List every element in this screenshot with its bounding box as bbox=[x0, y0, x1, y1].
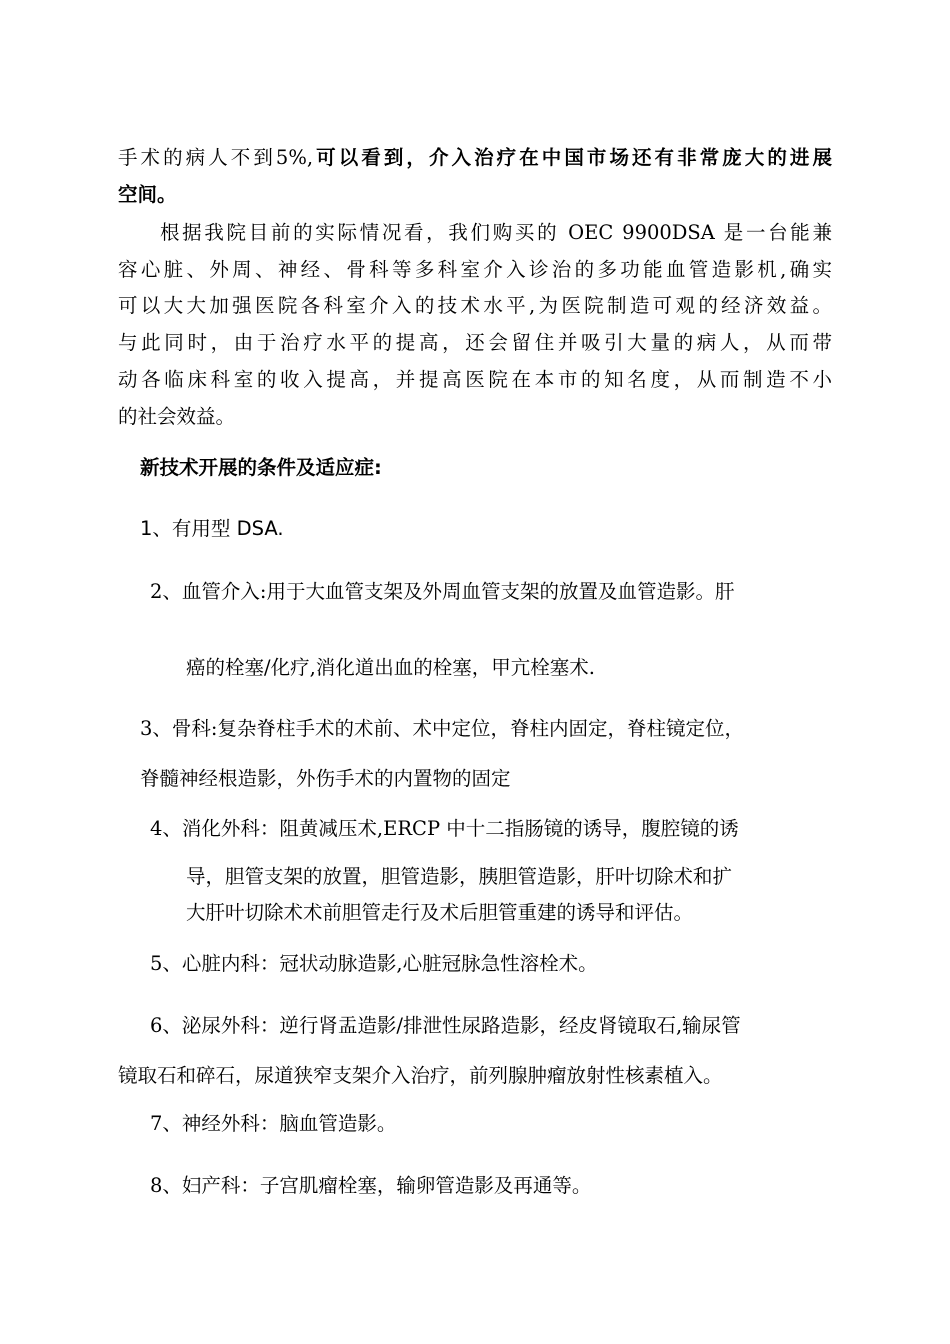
body-paragraph-line: 根据我院目前的实际情况看，我们购买的 OEC 9900DSA 是一台能兼 bbox=[160, 221, 832, 244]
body-paragraph-line: 与此同时，由于治疗水平的提高，还会留住并吸引大量的病人，从而带 bbox=[118, 331, 832, 354]
intro-line-1 bbox=[118, 143, 832, 173]
body-paragraph-line: 动各临床科室的收入提高，并提高医院在本市的知名度，从而制造不小 bbox=[118, 368, 832, 391]
intro-emphasis: 可以看到，介入治疗在中国市场还有非常庞大的进展 bbox=[313, 146, 832, 169]
list-item-7: 7、神经外科：脑血管造影。 bbox=[150, 1112, 397, 1135]
intro-text: 手术的病人不到5%, bbox=[118, 146, 314, 169]
list-item-4-cont: 导，胆管支架的放置，胆管造影，胰胆管造影，肝叶切除术和扩 bbox=[186, 865, 733, 888]
body-paragraph-line: 容心脏、外周、神经、骨科等多科室介入诊治的多功能血管造影机,确实 bbox=[118, 258, 832, 281]
list-item-5: 5、心脏内科：冠状动脉造影,心脏冠脉急性溶栓术。 bbox=[150, 952, 598, 975]
section-heading: 新技术开展的条件及适应症: bbox=[140, 456, 382, 479]
list-item-2: 2、血管介入:用于大血管支架及外周血管支架的放置及血管造影。肝 bbox=[150, 580, 735, 603]
intro-line-2: 空间。 bbox=[118, 183, 177, 206]
list-item-4: 4、消化外科：阻黄减压术,ERCP 中十二指肠镜的诱导，腹腔镜的诱 bbox=[150, 817, 739, 840]
body-paragraph-line: 的社会效益。 bbox=[118, 405, 236, 428]
list-item-2-cont: 癌的栓塞/化疗,消化道出血的栓塞，甲亢栓塞术. bbox=[186, 656, 595, 679]
list-item-4-cont: 大肝叶切除术术前胆管走行及术后胆管重建的诱导和评估。 bbox=[186, 901, 694, 924]
list-item-8: 8、妇产科：子宫肌瘤栓塞，输卵管造影及再通等。 bbox=[150, 1174, 592, 1197]
list-item-6: 6、泌尿外科：逆行肾盂造影/排泄性尿路造影，经皮肾镜取石,输尿管 bbox=[150, 1014, 741, 1037]
list-item-6-cont: 镜取石和碎石，尿道狭窄支架介入治疗，前列腺肿瘤放射性核素植入。 bbox=[118, 1064, 723, 1087]
body-paragraph-line: 可以大大加强医院各科室介入的技术水平,为医院制造可观的经济效益。 bbox=[118, 294, 832, 317]
list-item-1: 1、有用型 DSA. bbox=[140, 517, 284, 540]
list-item-3: 3、骨科:复杂脊柱手术的术前、术中定位，脊柱内固定，脊柱镜定位， bbox=[140, 717, 744, 740]
list-item-3-cont: 脊髓神经根造影，外伤手术的内置物的固定 bbox=[140, 767, 511, 790]
